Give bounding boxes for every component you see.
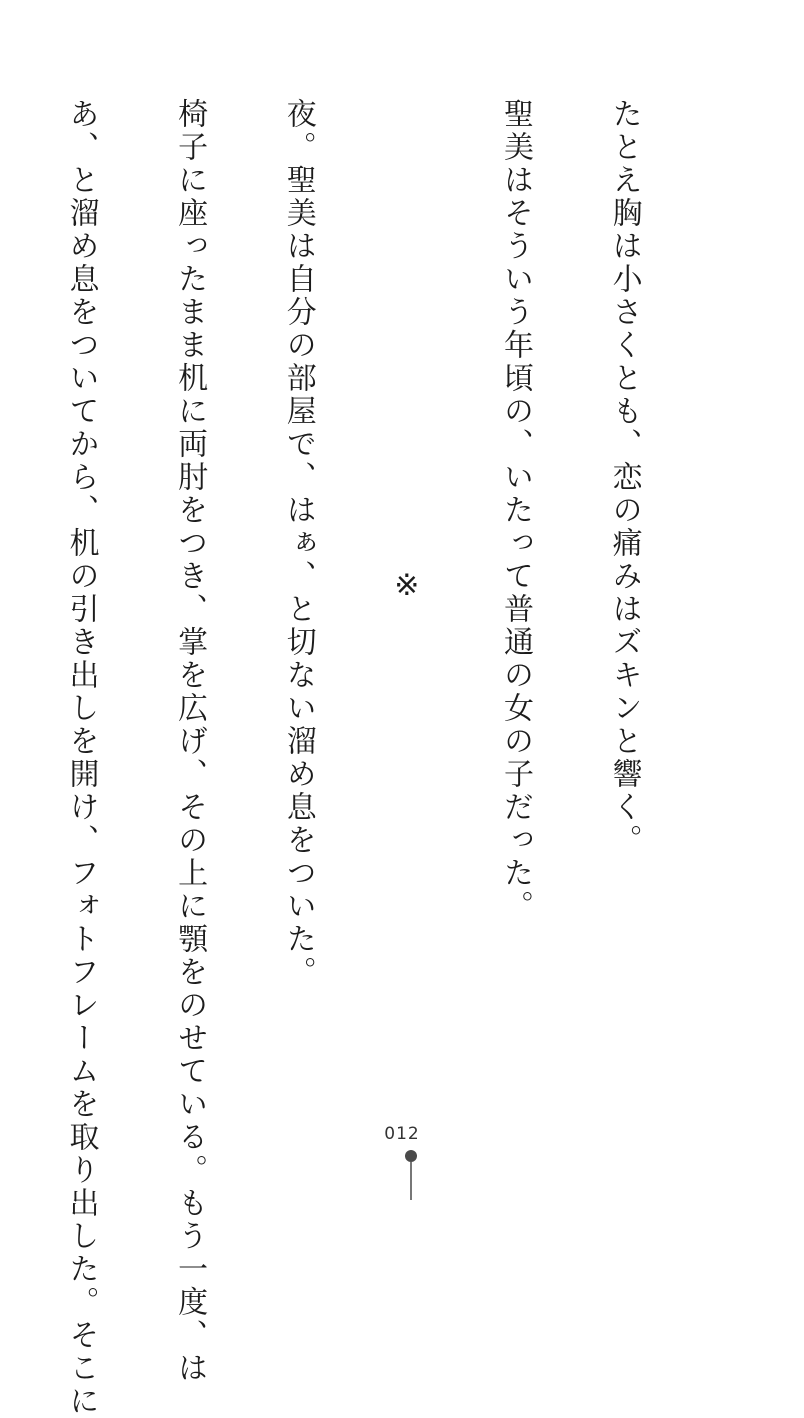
bookmark-line	[410, 1162, 412, 1200]
bookmark-ornament	[405, 1150, 417, 1200]
text-line: あ、と溜め息をついてから、机の引き出しを開け、フォトフレームを取り出した。そこに	[63, 98, 99, 1418]
bookmark-dot-icon	[405, 1150, 417, 1162]
text-line: 聖美はそういう年頃の、いたって普通の女の子だった。	[497, 98, 533, 923]
page-number: 012	[384, 1124, 420, 1144]
text-line: 椅子に座ったまま机に両肘をつき、掌を広げ、その上に顎をのせている。もう一度、は	[172, 98, 208, 1385]
text-line: 夜。聖美は自分の部屋で、はぁ、と切ない溜め息をついた。	[280, 98, 316, 989]
text-line: たとえ胸は小さくとも、恋の痛みはズキンと響く。	[606, 98, 642, 857]
section-separator: ※	[389, 568, 425, 606]
